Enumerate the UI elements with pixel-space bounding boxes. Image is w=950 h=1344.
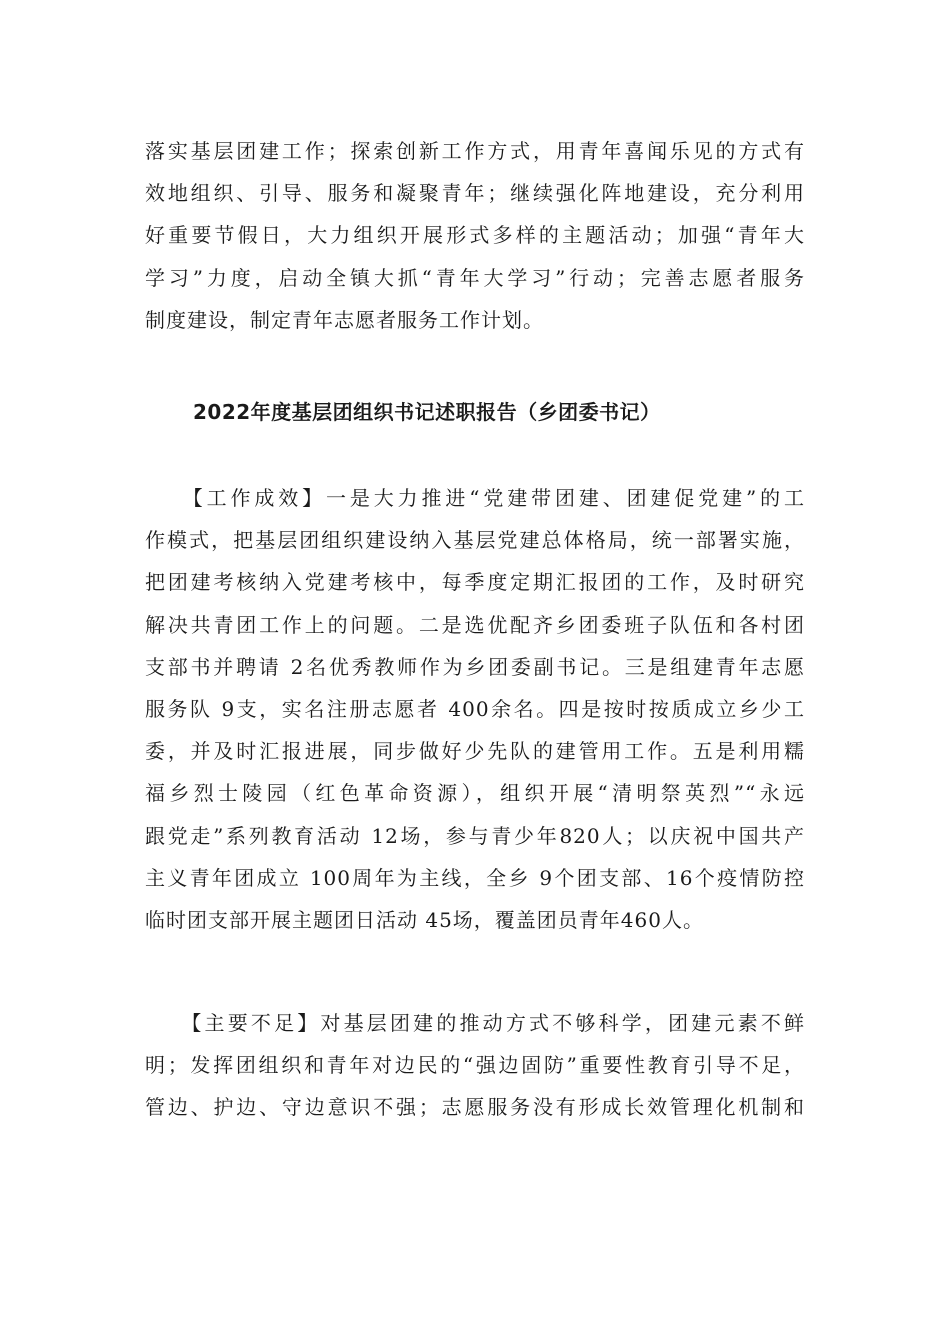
text-line: 把团建考核纳入党建考核中，每季度定期汇报团的工作，及时研究: [145, 570, 805, 595]
text-line: 支部书并聘请 2名优秀教师作为乡团委副书记。三是组建青年志愿: [145, 654, 805, 679]
text-line: 跟党走”系列教育活动 12场，参与青少年820人；以庆祝中国共产: [145, 823, 805, 848]
text-line: 好重要节假日，大力组织开展形式多样的主题活动；加强“青年大: [145, 223, 805, 248]
text-line: 落实基层团建工作；探索创新工作方式，用青年喜闻乐见的方式有: [145, 139, 805, 163]
section-heading: 2022年度基层团组织书记述职报告（乡团委书记）: [193, 400, 661, 424]
text-line: 管边、护边、守边意识不强；志愿服务没有形成长效管理化机制和: [145, 1095, 805, 1120]
text-line: 福乡烈士陵园（红色革命资源），组织开展“清明祭英烈”“永远: [145, 781, 805, 806]
text-line: 作模式，把基层团组织建设纳入基层党建总体格局，统一部署实施，: [145, 528, 805, 553]
text-line: 学习”力度，启动全镇大抓“青年大学习”行动；完善志愿者服务: [145, 265, 805, 290]
paragraph-shortcomings: [145, 1002, 805, 1129]
text-line: 效地组织、引导、服务和凝聚青年；继续强化阵地建设，充分利用: [145, 181, 805, 206]
text-line: 【主要不足】对基层团建的推动方式不够科学，团建元素不鲜: [145, 1011, 805, 1035]
text-line: 【工作成效】一是大力推进“党建带团建、团建促党建”的工: [145, 486, 805, 510]
text-line: 服务队 9支，实名注册志愿者 400余名。四是按时按质成立乡少工: [145, 697, 805, 722]
text-line: 临时团支部开展主题团日活动 45场，覆盖团员青年460人。: [145, 908, 704, 933]
text-line: 解决共青团工作上的问题。二是选优配齐乡团委班子队伍和各村团: [145, 612, 805, 637]
paragraph-work-results: [145, 477, 805, 941]
text-line: 委，并及时汇报进展，同步做好少先队的建管用工作。五是利用糯: [145, 739, 805, 764]
text-line: 制度建设，制定青年志愿者服务工作计划。: [145, 307, 544, 332]
paragraph-intro-continuation: [145, 130, 805, 341]
text-line: 明；发挥团组织和青年对边民的“强边固防”重要性教育引导不足，: [145, 1053, 805, 1078]
text-line: 主义青年团成立 100周年为主线，全乡 9个团支部、16个疫情防控: [145, 865, 805, 890]
